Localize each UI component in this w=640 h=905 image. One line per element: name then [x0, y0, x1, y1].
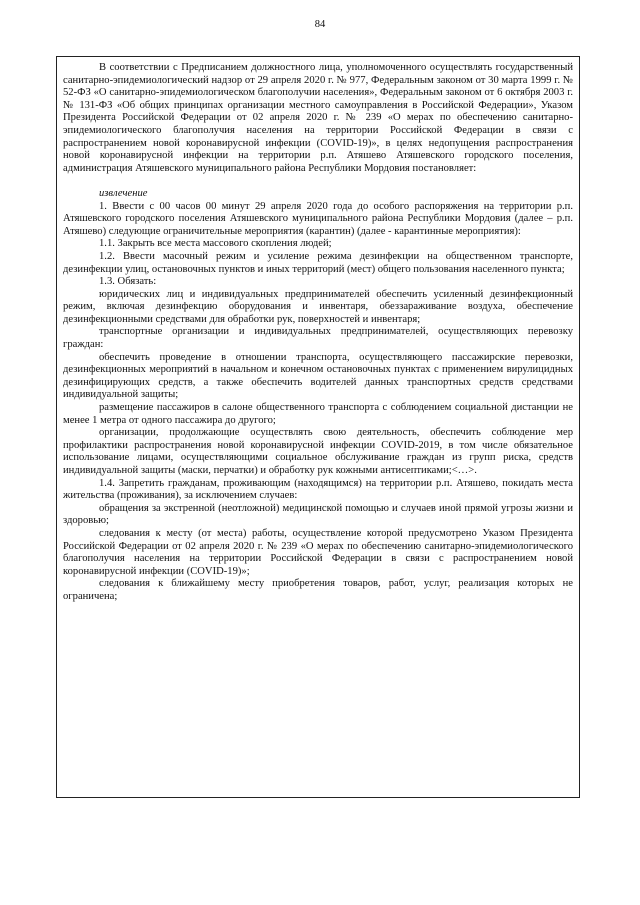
- paragraph-work-travel: следования к месту (от места) работы, осуществление которой предусмотрено Указом Президента Российской Федерации от 02 апреля 2020 г. № 239 «О мерах по обеспечению санитарно-эпидемиологического благополучия населения на территории Российской Федерации в связи с распространением новой коронавирусной инфекции (COVID-19)»;: [63, 527, 573, 577]
- paragraph-passenger-distance: размещение пассажиров в салоне общественного транспорта с соблюдением социальной дистанции не менее 1 метра от одного пассажира до другого;: [63, 402, 573, 426]
- extract-label: извлечение: [99, 187, 148, 199]
- paragraph-1-3: 1.3. Обязать:: [99, 276, 157, 288]
- paragraph-organizations: организации, продолжающие осуществлять свою деятельность, обеспечить соблюдение мер профилактики распространения новой коронавирусной инфекции COVID-2019, в том числе обязательное использование лицами, осуществляющими социальное обслуживание граждан из групп риска, средств индивидуальной защиты (маски, перчатки) и обработку рук кожными антисептиками;<…>.: [63, 427, 573, 476]
- paragraph-transport-orgs: транспортные организации и индивидуальных предпринимателей, осуществляющих перевозку граждан:: [63, 326, 573, 351]
- paragraph-1: 1. Ввести с 00 часов 00 минут 29 апреля 2020 года до особого распоряжения на территории р.п. Атяшевского городского поселения Атяшевского муниципального района Республики Мордовия (далее – р.п. Атяшево) следующие ограничительные мероприятия (карантин) (далее - карантинные мероприятия):: [63, 200, 573, 237]
- preamble-paragraph: В соответствии с Предписанием должностного лица, уполномоченного осуществлять государственный санитарно-эпидемиологический надзор от 29 апреля 2020 г. № 977, Федеральным законом от 30 марта 1999 г. № 52-ФЗ «О санитарно-эпидемиологическом благополучии населения», Федеральным законом от 6 октября 2003 г. № 131-ФЗ «Об общих принципах организации местного самоуправления в Российской Федерации», Указом Президента Российской Федерации от 02 апреля 2020 г. № 239 «О мерах по обеспечению санитарно-эпидемиологического благополучия населения на территории Российской Федерации в связи с распространением новой коронавирусной инфекции (COVID-19)», в целях недопущения распространения новой коронавирусной инфекции на территории р.п. Атяшево Атяшевского городского поселения, администрация Атяшевского муниципального района Республики Мордовия постановляет:: [63, 62, 573, 174]
- paragraph-1-1: 1.1. Закрыть все места массового скопления людей;: [99, 238, 332, 250]
- paragraph-1-2: 1.2. Ввести масочный режим и усиление режима дезинфекции на общественном транспорте, дезинфекции улиц, остановочных пунктов и иных территорий (мест) общего пользования населенного пункта;: [63, 250, 573, 275]
- document-body: [63, 62, 573, 604]
- paragraph-1-4: 1.4. Запретить гражданам, проживающим (находящимся) на территории р.п. Атяшево, покидать места жительства (проживания), за исключением случаев:: [63, 477, 573, 502]
- paragraph-shopping: следования к ближайшему месту приобретения товаров, работ, услуг, реализация которых не ограничена;: [63, 578, 573, 602]
- paragraph-transport-disinfection: обеспечить проведение в отношении транспорта, осуществляющего пассажирские перевозки, дезинфекционных мероприятий в начальном и конечном остановочных пунктах с применением вирулицидных дезинфицирующих средств, а также обеспечить водителей данных транспортных средств средствами индивидуальной защиты;: [63, 351, 573, 401]
- document-frame: [56, 56, 580, 798]
- paragraph-legal-entities: юридических лиц и индивидуальных предпринимателей обеспечить усиленный дезинфекционный режим, включая дезинфекцию оборудования и инвентаря, обеззараживание воздуха, обеспечение дезинфекционными средствами для обработки рук, поверхностей и инвентаря;: [63, 288, 573, 325]
- blank-line: [63, 175, 573, 188]
- page-number: 84: [314, 19, 326, 30]
- paragraph-emergency: обращения за экстренной (неотложной) медицинской помощью и случаев иной прямой угрозы жизни и здоровью;: [63, 502, 573, 527]
